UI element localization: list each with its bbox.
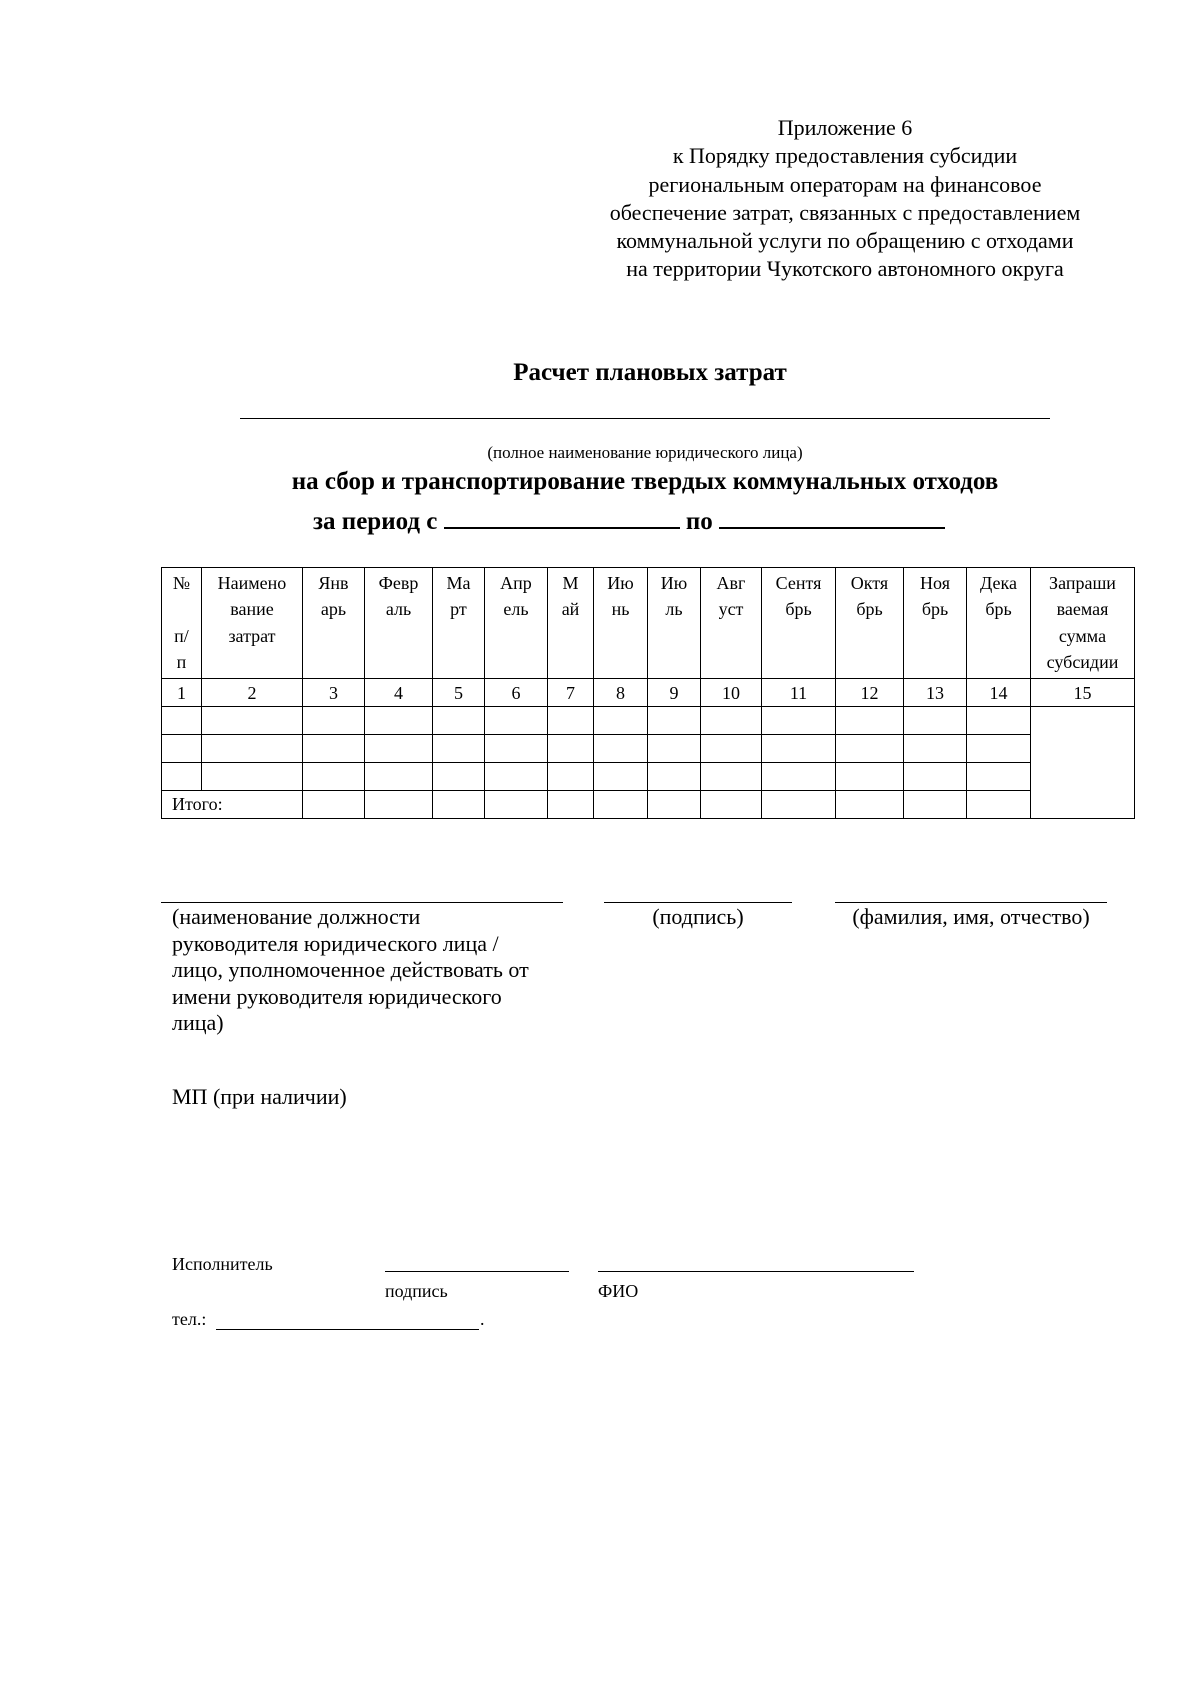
signature-line [604, 902, 792, 903]
table-total-row [162, 791, 1135, 819]
header-cell-october: Октя брь [836, 568, 904, 679]
table-cell[interactable] [762, 707, 836, 735]
annex-line: коммунальной услуги по обращению с отходами [616, 228, 1074, 254]
header-cell-january: Янв арь [303, 568, 365, 679]
table-row [162, 735, 1135, 763]
table-cell[interactable] [202, 763, 303, 791]
executor-fio-caption: ФИО [598, 1281, 639, 1301]
table-header-row [162, 568, 1135, 679]
table-cell[interactable] [433, 763, 485, 791]
table-cell[interactable] [485, 735, 548, 763]
position-signature-line [161, 902, 563, 903]
legal-entity-line [240, 418, 1050, 419]
phone-line[interactable] [216, 1329, 479, 1330]
annex-line: региональным операторам на финансовое [648, 171, 1042, 197]
column-number: 1 [162, 679, 202, 707]
header-cell-cost-name: Наимено вание затрат [202, 568, 303, 679]
total-cell[interactable] [485, 791, 548, 819]
requested-subsidy-total-cell[interactable] [1031, 707, 1135, 819]
table-cell[interactable] [701, 707, 762, 735]
column-number: 10 [701, 679, 762, 707]
column-number: 5 [433, 679, 485, 707]
table-cell[interactable] [967, 707, 1031, 735]
table-cell[interactable] [202, 735, 303, 763]
annex-line: Приложение 6 [777, 115, 913, 140]
position-caption: (наименование должности руководителя юридического лица / лицо, уполномоченное действовать от имени руководителя юридического лица) [172, 904, 529, 1035]
table-column-numbers-row [162, 679, 1135, 707]
total-cell[interactable] [904, 791, 967, 819]
table-cell[interactable] [548, 707, 594, 735]
table-cell[interactable] [762, 735, 836, 763]
table-cell[interactable] [836, 735, 904, 763]
table-cell[interactable] [365, 763, 433, 791]
table-cell[interactable] [365, 735, 433, 763]
table-cell[interactable] [648, 707, 701, 735]
period-prefix: за период с [313, 508, 438, 535]
table-row [162, 707, 1135, 735]
total-cell[interactable] [594, 791, 648, 819]
column-number: 8 [594, 679, 648, 707]
annex-line: к Порядку предоставления субсидии [672, 143, 1018, 169]
table-row [162, 763, 1135, 791]
header-cell-may: М ай [548, 568, 594, 679]
column-number: 4 [365, 679, 433, 707]
annex-header [575, 114, 1115, 284]
period-end-blank [719, 503, 945, 529]
column-number: 11 [762, 679, 836, 707]
total-cell[interactable] [648, 791, 701, 819]
executor-fio-line [598, 1271, 914, 1272]
table-cell[interactable] [701, 735, 762, 763]
table-cell[interactable] [648, 763, 701, 791]
table-cell[interactable] [904, 707, 967, 735]
total-cell[interactable] [701, 791, 762, 819]
column-number: 9 [648, 679, 701, 707]
period-start-blank [444, 503, 680, 529]
header-cell-march: Ма рт [433, 568, 485, 679]
legal-entity-caption: (полное наименование юридического лица) [487, 443, 803, 462]
table-cell[interactable] [701, 763, 762, 791]
total-cell[interactable] [433, 791, 485, 819]
total-label: Итого: [162, 791, 303, 819]
header-cell-december: Дека брь [967, 568, 1031, 679]
table-cell[interactable] [594, 763, 648, 791]
table-cell[interactable] [594, 735, 648, 763]
table-cell[interactable] [836, 707, 904, 735]
total-cell[interactable] [762, 791, 836, 819]
fio-caption: (фамилия, имя, отчество) [852, 904, 1090, 929]
table-cell[interactable] [648, 735, 701, 763]
table-cell[interactable] [303, 735, 365, 763]
table-cell[interactable] [836, 763, 904, 791]
table-cell[interactable] [162, 735, 202, 763]
table-cell[interactable] [594, 707, 648, 735]
header-cell-april: Апр ель [485, 568, 548, 679]
table-cell[interactable] [904, 735, 967, 763]
header-cell-requested-subsidy: Запраши ваемая сумма субсидии [1031, 568, 1135, 679]
total-cell[interactable] [303, 791, 365, 819]
header-cell-number: № п/ п [162, 568, 202, 679]
total-cell[interactable] [365, 791, 433, 819]
executor-label: Исполнитель [172, 1254, 273, 1274]
annex-line: на территории Чукотского автономного округа [626, 256, 1064, 282]
column-number: 14 [967, 679, 1031, 707]
header-cell-july: Ию ль [648, 568, 701, 679]
total-cell[interactable] [967, 791, 1031, 819]
total-cell[interactable] [548, 791, 594, 819]
header-cell-february: Февр аль [365, 568, 433, 679]
header-cell-august: Авг уст [701, 568, 762, 679]
table-cell[interactable] [303, 763, 365, 791]
table-cell[interactable] [365, 707, 433, 735]
executor-signature-caption: подпись [385, 1281, 448, 1301]
table-cell[interactable] [162, 763, 202, 791]
table-cell[interactable] [303, 707, 365, 735]
fio-signature-line [835, 902, 1107, 903]
total-cell[interactable] [836, 791, 904, 819]
column-number: 2 [202, 679, 303, 707]
column-number: 13 [904, 679, 967, 707]
table-cell[interactable] [762, 763, 836, 791]
table-cell[interactable] [202, 707, 303, 735]
executor-signature-line [385, 1271, 569, 1272]
planned-costs-table [161, 567, 1135, 819]
table-cell[interactable] [967, 763, 1031, 791]
period-line [313, 503, 945, 536]
document-subtitle: на сбор и транспортирование твердых коммунальных отходов [291, 468, 999, 495]
header-cell-november: Ноя брь [904, 568, 967, 679]
column-number: 15 [1031, 679, 1135, 707]
table-cell[interactable] [162, 707, 202, 735]
column-number: 7 [548, 679, 594, 707]
table-cell[interactable] [548, 735, 594, 763]
period-middle: по [685, 508, 713, 535]
document-title: Расчет плановых затрат [513, 359, 787, 386]
table-cell[interactable] [904, 763, 967, 791]
column-number: 12 [836, 679, 904, 707]
phone-end: . [480, 1309, 485, 1329]
header-cell-june: Ию нь [594, 568, 648, 679]
stamp-label: МП (при наличии) [172, 1084, 347, 1109]
table-cell[interactable] [548, 763, 594, 791]
table-cell[interactable] [433, 735, 485, 763]
column-number: 6 [485, 679, 548, 707]
table-cell[interactable] [433, 707, 485, 735]
table-cell[interactable] [485, 707, 548, 735]
signature-caption: (подпись) [652, 904, 744, 929]
annex-line: обеспечение затрат, связанных с предоставлением [609, 199, 1081, 225]
phone-label: тел.: [172, 1309, 207, 1329]
header-cell-september: Сентя брь [762, 568, 836, 679]
table-cell[interactable] [485, 763, 548, 791]
column-number: 3 [303, 679, 365, 707]
table-cell[interactable] [967, 735, 1031, 763]
